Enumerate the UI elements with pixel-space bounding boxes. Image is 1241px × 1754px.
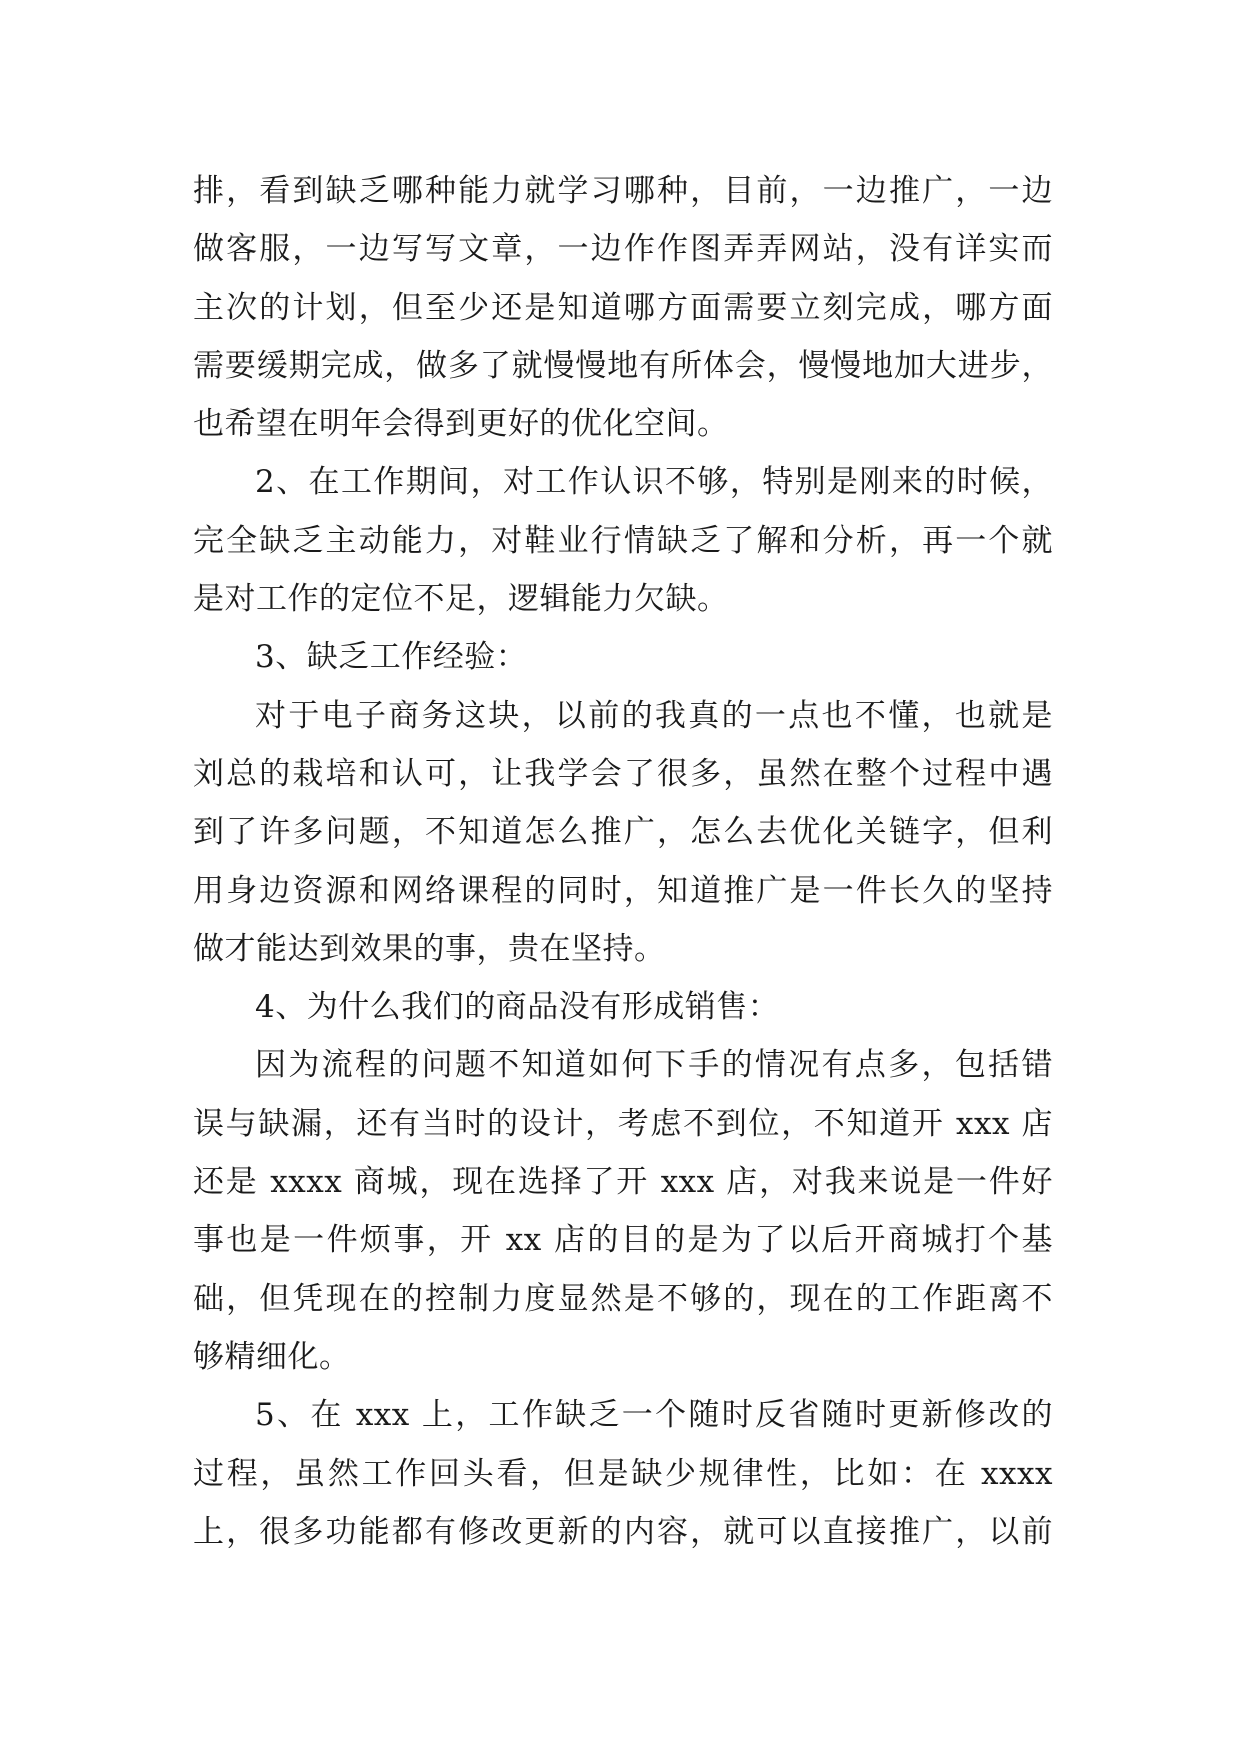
section-heading: 4、为什么我们的商品没有形成销售： [255, 989, 780, 1026]
text-line: 刘总的栽培和认可，让我学会了很多，虽然在整个过程中遇 [193, 755, 1053, 792]
text-line: 事也是一件烦事，开 xx 店的目的是为了以后开商城打个基 [193, 1222, 1053, 1259]
text-line: 需要缓期完成，做多了就慢慢地有所体会，慢慢地加大进步， [193, 347, 1053, 384]
text-line: 用身边资源和网络课程的同时，知道推广是一件长久的坚持 [193, 872, 1053, 909]
text-line: 做客服，一边写写文章，一边作作图弄弄网站，没有详实而 [193, 231, 1053, 268]
text-line: 主次的计划，但至少还是知道哪方面需要立刻完成，哪方面 [193, 289, 1053, 326]
text-line: 是对工作的定位不足，逻辑能力欠缺。 [193, 581, 729, 618]
text-line: 误与缺漏，还有当时的设计，考虑不到位，不知道开 xxx 店 [193, 1105, 1053, 1142]
text-line: 2、在工作期间，对工作认识不够，特别是刚来的时候， [255, 464, 1053, 501]
text-line: 对于电子商务这块，以前的我真的一点也不懂，也就是 [255, 697, 1053, 734]
text-line: 过程，虽然工作回头看，但是缺少规律性，比如：在 xxxx [193, 1455, 1053, 1492]
text-line: 做才能达到效果的事，贵在坚持。 [193, 930, 666, 967]
section-heading: 3、缺乏工作经验： [255, 639, 528, 676]
text-line: 因为流程的问题不知道如何下手的情况有点多，包括错 [255, 1047, 1053, 1084]
document-body [193, 162, 1053, 1561]
text-line: 够精细化。 [193, 1338, 351, 1375]
text-line: 完全缺乏主动能力，对鞋业行情缺乏了解和分析，再一个就 [193, 522, 1053, 559]
text-line: 也希望在明年会得到更好的优化空间。 [193, 406, 729, 443]
text-line: 础，但凭现在的控制力度显然是不够的，现在的工作距离不 [193, 1280, 1053, 1317]
text-line: 5、在 xxx 上，工作缺乏一个随时反省随时更新修改的 [255, 1397, 1053, 1434]
text-line: 到了许多问题，不知道怎么推广，怎么去优化关链字，但利 [193, 814, 1053, 851]
text-line: 上，很多功能都有修改更新的内容，就可以直接推广，以前 [193, 1513, 1053, 1550]
text-line: 还是 xxxx 商城，现在选择了开 xxx 店，对我来说是一件好 [193, 1164, 1053, 1201]
text-line: 排，看到缺乏哪种能力就学习哪种，目前，一边推广，一边 [193, 173, 1053, 209]
